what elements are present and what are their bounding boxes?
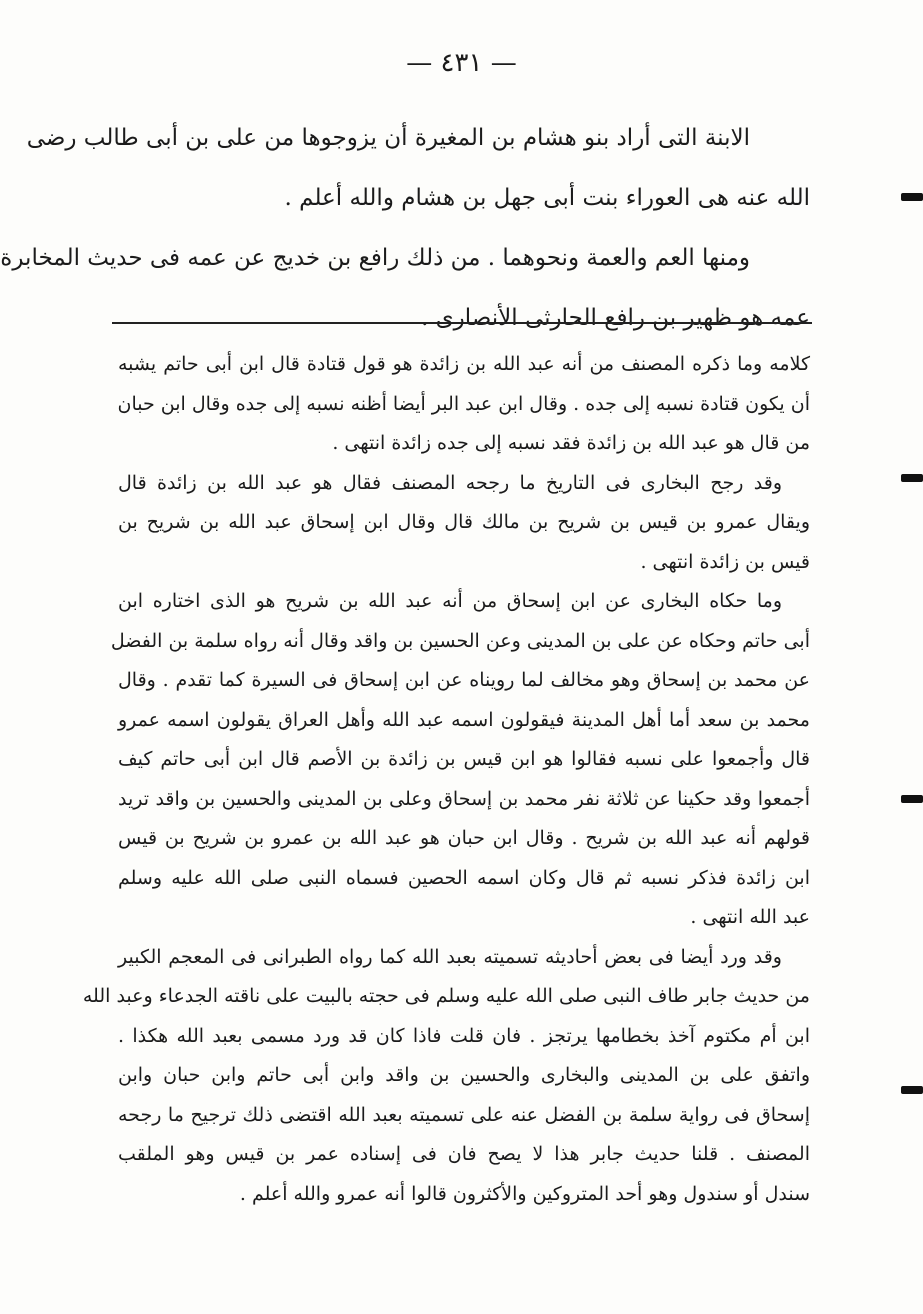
- margin-mark: [901, 1086, 923, 1094]
- margin-mark: [901, 474, 923, 482]
- footnote-line: أجمعوا وقد حكينا عن ثلاثة نفر محمد بن إسحاق وعلى بن المدينى والحسين بن واقد تريد: [118, 787, 810, 810]
- main-text-line: ومنها العم والعمة ونحوهما . من ذلك رافع بن خديج عن عمه فى حديث المخابرة: [0, 245, 750, 271]
- main-text-line: الابنة التى أراد بنو هشام بن المغيرة أن يزوجوها من على بن أبى طالب رضى: [26, 125, 750, 151]
- footnote-line: من قال هو عبد الله بن زائدة فقد نسبه إلى جده زائدة انتهى .: [332, 432, 810, 454]
- main-text: [0, 108, 810, 348]
- footnote-line: قيس بن زائدة انتهى .: [640, 550, 810, 573]
- footnote-line: سندل أو سندول وهو أحد المتروكين والأكثرون قالوا أنه عمرو والله أعلم .: [239, 1182, 810, 1205]
- main-text-line: الله عنه هى العوراء بنت أبى جهل بن هشام والله أعلم .: [284, 185, 810, 211]
- footnote-divider: [112, 322, 812, 324]
- footnote-line: من حديث جابر طاف النبى صلى الله عليه وسلم فى حجته بالبيت على ناقته الجدعاء وعبد الله: [82, 985, 810, 1007]
- footnote-line: أن يكون قتادة نسبه إلى جده . وقال ابن عبد البر أيضا أظنه نسبه إلى جده وقال ابن حبان: [117, 392, 810, 415]
- footnote-line: المصنف . قلنا حديث جابر هذا لا يصح فان فى إسناده عمر بن قيس وهو الملقب: [118, 1143, 810, 1165]
- margin-mark: [901, 795, 923, 803]
- footnote-line: أبى حاتم وحكاه عن على بن المدينى وعن الحسين بن واقد وقال أنه رواه سلمة بن الفضل: [110, 629, 810, 652]
- footnotes: [82, 345, 810, 1214]
- footnote-line: قال وأجمعوا على نسبه فقالوا هو ابن قيس بن زائدة بن الأصم قال ابن أبى حاتم كيف: [118, 748, 810, 770]
- footnote-line: واتفق على بن المدينى والبخارى والحسين بن واقد وابن أبى حاتم وابن حبان وابن: [118, 1064, 810, 1086]
- page-number: — ٤٣١ —: [406, 48, 517, 78]
- footnote-line: عن محمد بن إسحاق وهو مخالف لما رويناه عن ابن إسحاق فى السيرة كما تقدم . وقال: [118, 669, 810, 691]
- footnote-line: إسحاق فى رواية سلمة بن الفضل عنه على تسميته بعبد الله اقتضى ذلك ترجيح ما رجحه: [118, 1103, 810, 1126]
- main-text-line: عمه هو ظهير بن رافع الحارثى الأنصارى .: [421, 305, 810, 331]
- footnote-line: قولهم أنه عبد الله بن شريح . وقال ابن حبان هو عبد الله بن عمرو بن شريح بن قيس: [118, 827, 810, 849]
- footnote-line: عبد الله انتهى .: [690, 906, 810, 928]
- footnote-line: وما حكاه البخارى عن ابن إسحاق من أنه عبد الله بن شريح هو الذى اختاره ابن: [118, 590, 782, 612]
- footnote-line: كلامه وما ذكره المصنف من أنه عبد الله بن زائدة هو قول قتادة قال ابن أبى حاتم يشبه: [118, 353, 810, 375]
- footnote-line: وقد رجح البخارى فى التاريخ ما رجحه المصنف فقال هو عبد الله بن زائدة قال: [118, 471, 782, 494]
- margin-mark: [901, 193, 923, 201]
- footnote-line: محمد بن سعد أما أهل المدينة فيقولون اسمه عبد الله وأهل العراق يقولون اسمه عمرو: [118, 708, 810, 731]
- footnote-line: ابن أم مكتوم آخذ بخطامها يرتجز . فان قلت فاذا كان قد ورد مسمى بعبد الله هكذا .: [118, 1024, 810, 1047]
- footnote-line: وقد ورد أيضا فى بعض أحاديثه تسميته بعبد الله كما رواه الطبرانى فى المعجم الكبير: [118, 945, 782, 968]
- footnote-line: ويقال عمرو بن قيس بن شريح بن مالك قال وقال ابن إسحاق عبد الله بن شريح بن: [118, 511, 810, 533]
- footnote-line: ابن زائدة فذكر نسبه ثم قال وكان اسمه الحصين فسماه النبى صلى الله عليه وسلم: [118, 866, 810, 889]
